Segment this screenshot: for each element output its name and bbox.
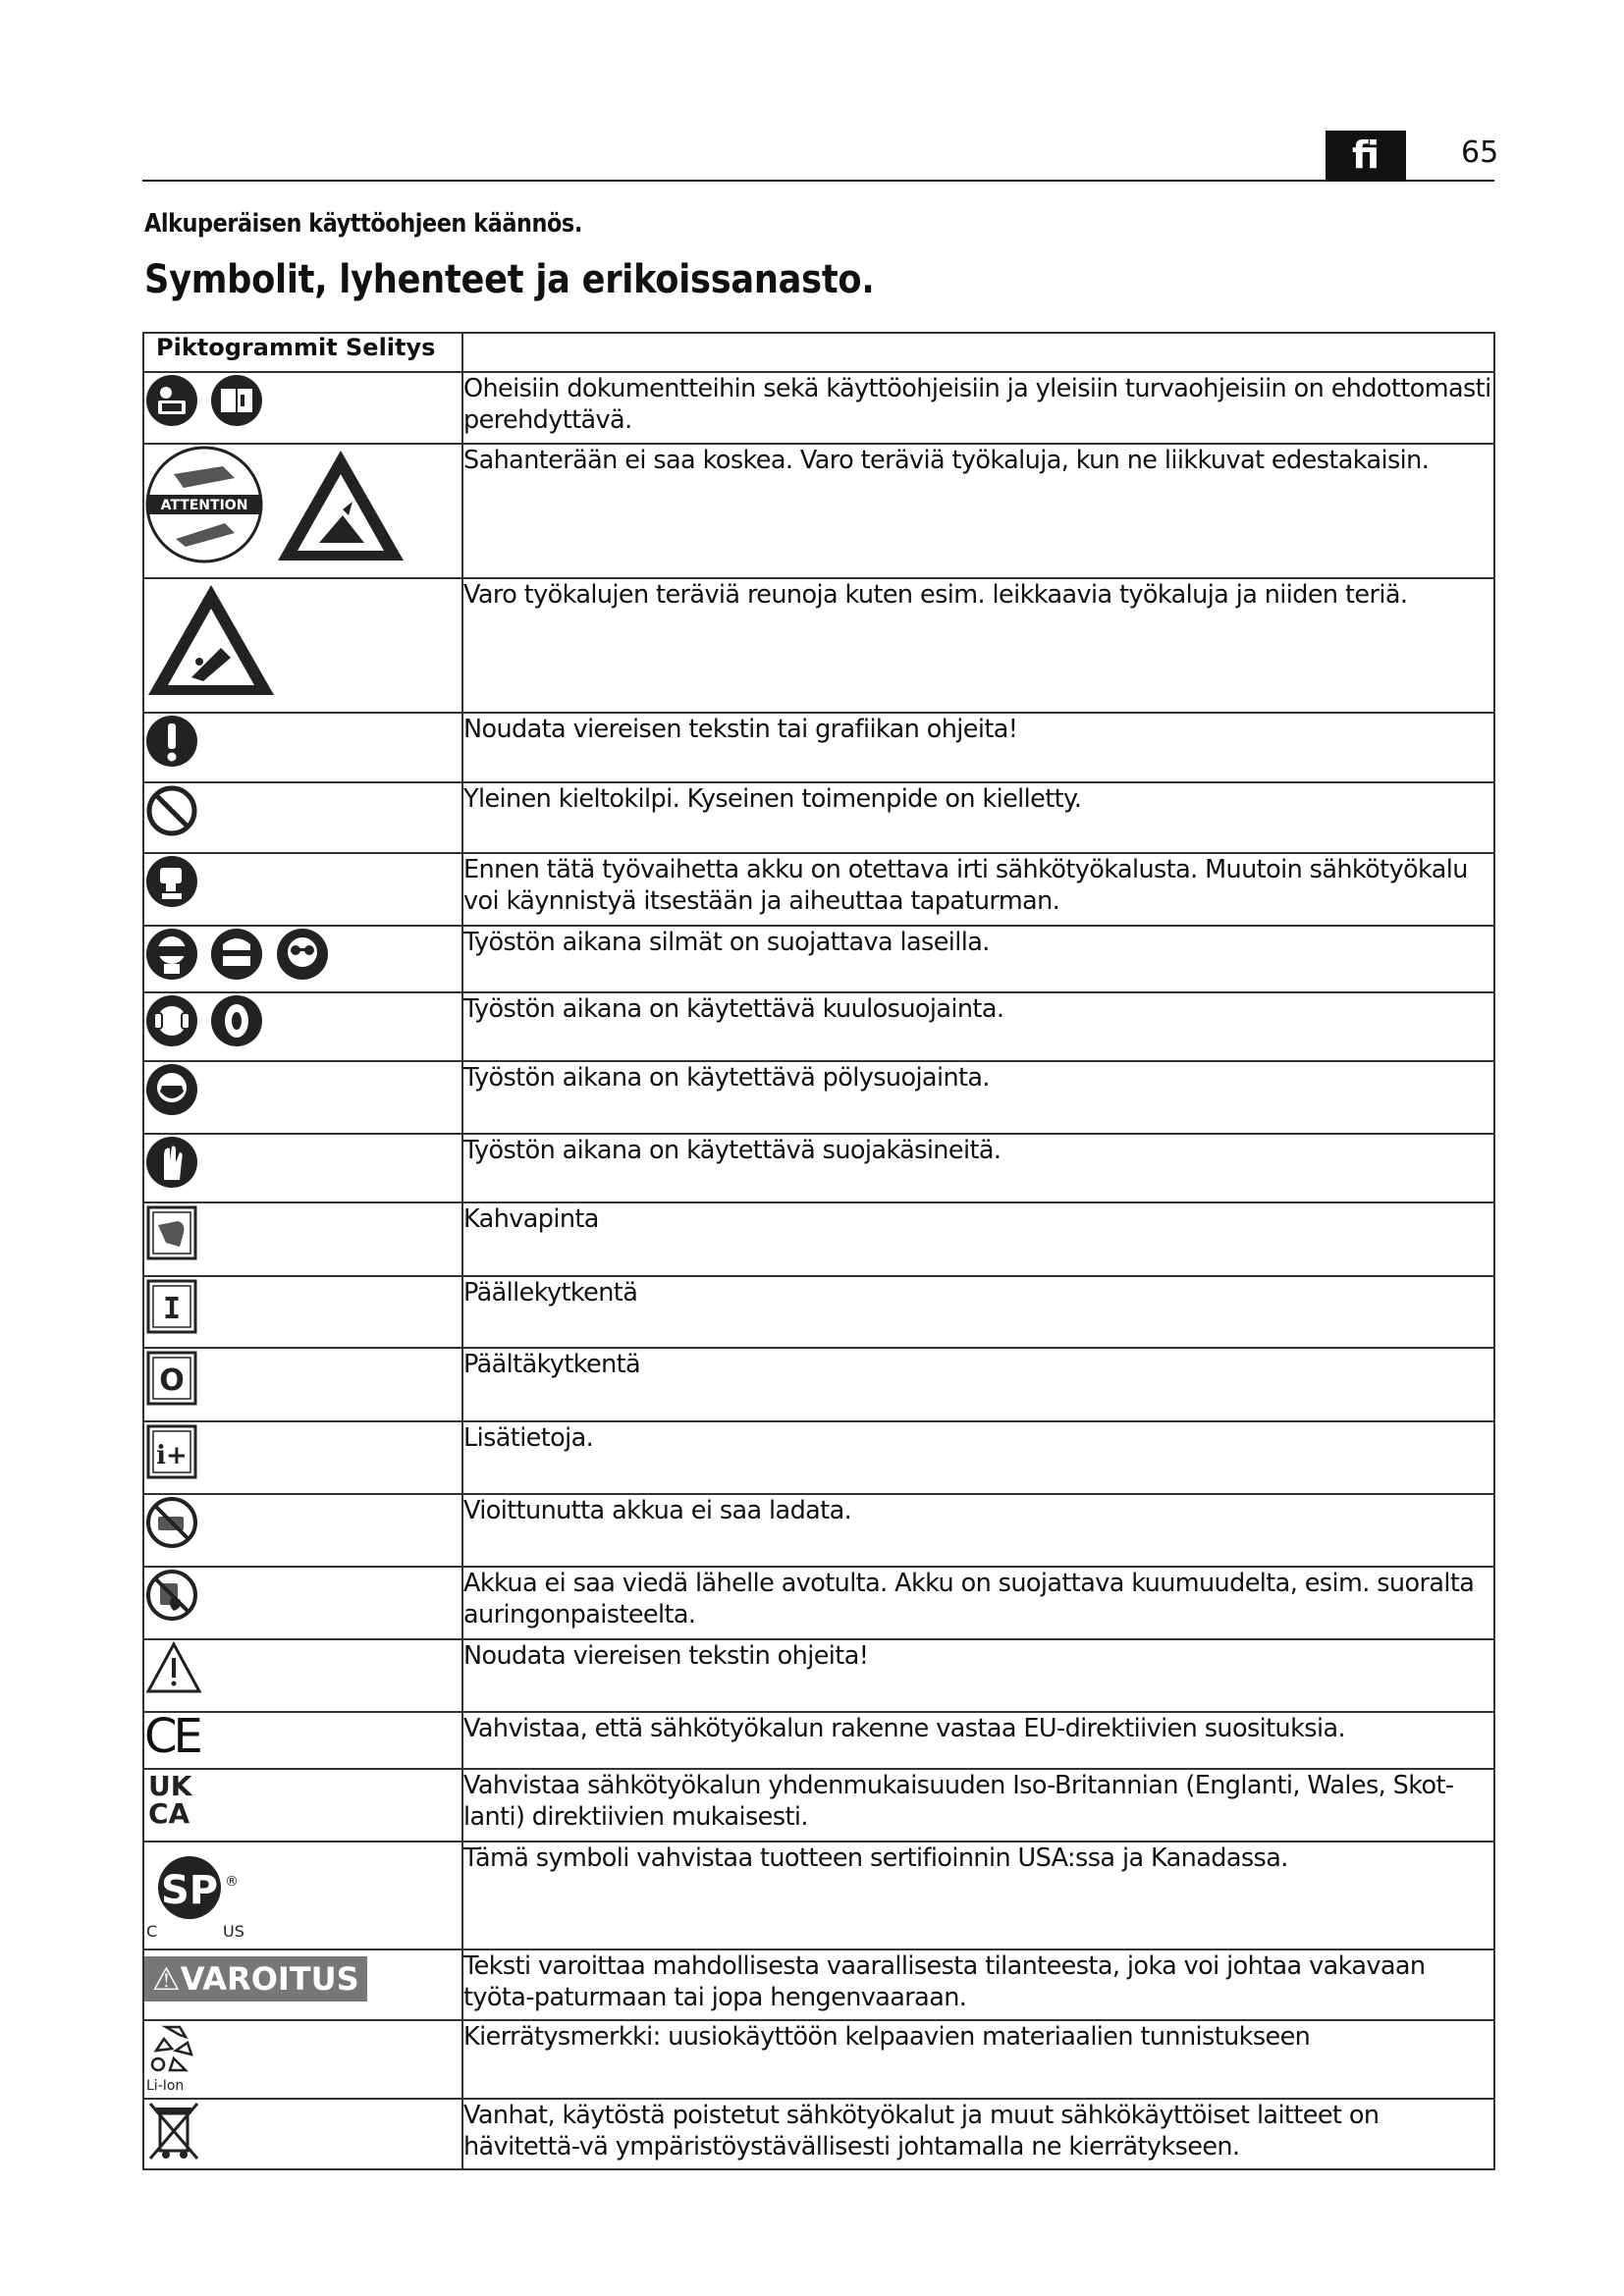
description-cell: Sahanterään ei saa koskea. Varo teräviä työkaluja, kun ne liikkuvat edestakaisin. bbox=[462, 444, 1494, 578]
description-cell: Kierrätysmerkki: uusiokäyttöön kelpaavien materiaalien tunnistukseen bbox=[462, 2020, 1494, 2099]
ear-muffs-icon bbox=[144, 993, 199, 1048]
description-cell: Oheisiin dokumentteihin sekä käyttöohjeisiin ja yleisiin turvaohjeisiin on ehdottomasti perehdyttävä. bbox=[462, 372, 1494, 444]
ukca-bottom-label: CA bbox=[148, 1797, 190, 1829]
csa-reg-label: ® bbox=[225, 1874, 239, 1890]
page-title: Symbolit, lyhenteet ja erikoissanasto. bbox=[144, 257, 875, 302]
pictogram-cell bbox=[143, 1639, 462, 1712]
table-row bbox=[143, 1567, 1494, 1639]
header-description bbox=[462, 333, 1494, 372]
description-cell: Työstön aikana on käytettävä kuulosuojainta. bbox=[462, 992, 1494, 1061]
description-cell: Vanhat, käytöstä poistetut sähkötyökalut ja muut sähkökäyttöiset laitteet on hävitettä-vä ympäristöystävällisesti johtamalla ne kierrätykseen. bbox=[462, 2099, 1494, 2169]
csa-mark-label: SP bbox=[160, 1868, 219, 1913]
pictogram-cell bbox=[143, 578, 462, 713]
page-subtitle: Alkuperäisen käyttöohjeen käännös. bbox=[144, 209, 582, 239]
exclamation-mandatory-icon bbox=[144, 714, 199, 769]
pictogram-cell bbox=[143, 2099, 462, 2169]
grip-surface-icon bbox=[144, 1203, 199, 1262]
csa-c-label: C bbox=[146, 1922, 158, 1941]
warning-triangle-icon bbox=[144, 1640, 203, 1695]
csa-us-label: US bbox=[223, 1922, 244, 1941]
info-label: i+ bbox=[156, 1441, 188, 1470]
description-cell: Akkua ei saa viedä lähelle avotulta. Akku on suojattava kuumuudelta, esim. suoralta auringonpaisteelta. bbox=[462, 1567, 1494, 1639]
pictogram-cell bbox=[143, 992, 462, 1061]
description-cell: Päältäkytkentä bbox=[462, 1348, 1494, 1421]
pictogram-cell bbox=[143, 1348, 462, 1421]
switch-off-icon bbox=[144, 1349, 199, 1408]
warning-triangle-icon: ⚠ bbox=[152, 1960, 181, 1998]
table-row bbox=[143, 1061, 1494, 1134]
pictogram-cell bbox=[143, 1202, 462, 1276]
pictogram-cell bbox=[143, 926, 462, 992]
recycling-li-ion-icon bbox=[144, 2021, 203, 2094]
dust-mask-icon bbox=[144, 1062, 199, 1117]
face-shield-icon bbox=[209, 927, 264, 982]
pictogram-cell bbox=[143, 1709, 462, 1769]
ear-protection-icon bbox=[209, 993, 264, 1048]
description-cell: Kahvapinta bbox=[462, 1202, 1494, 1276]
varoitus-warning-label: ⚠VAROITUS bbox=[144, 1956, 367, 2002]
description-cell: Päällekytkentä bbox=[462, 1276, 1494, 1348]
switch-on-label: I bbox=[162, 1292, 182, 1326]
pictogram-cell bbox=[143, 853, 462, 926]
pictogram-cell bbox=[143, 444, 462, 578]
ukca-top-label: UK bbox=[148, 1770, 192, 1802]
pictogram-cell bbox=[143, 1769, 462, 1842]
table-header-row bbox=[143, 333, 1494, 372]
description-cell: Lisätietoja. bbox=[462, 1421, 1494, 1494]
pictogram-cell bbox=[143, 713, 462, 782]
li-ion-label: Li-Ion bbox=[146, 2078, 185, 2094]
table-row bbox=[143, 1494, 1494, 1567]
table-row bbox=[143, 1769, 1494, 1842]
table-row bbox=[143, 713, 1494, 782]
description-cell: Ennen tätä työvaihetta akku on otettava irti sähkötyökalusta. Muutoin sähkötyökalu voi käynnistyä itsestään ja aiheuttaa tapaturman. bbox=[462, 853, 1494, 926]
gloves-icon bbox=[144, 1135, 199, 1190]
description-cell: Teksti varoittaa mahdollisesta vaarallisesta tilanteesta, joka voi johtaa vakavaan työta-paturmaan tai jopa hengenvaaraan. bbox=[462, 1949, 1494, 2020]
pictogram-cell bbox=[143, 1421, 462, 1494]
description-cell: Vioittunutta akkua ei saa ladata. bbox=[462, 1494, 1494, 1567]
pictogram-cell bbox=[143, 2020, 462, 2099]
pictogram-cell bbox=[143, 1949, 462, 2020]
pictogram-cell bbox=[143, 372, 462, 444]
language-badge: fi bbox=[1326, 131, 1406, 180]
table-row bbox=[143, 926, 1494, 992]
book-info-icon bbox=[209, 373, 264, 428]
no-charging-damaged-battery-icon bbox=[144, 1495, 199, 1550]
description-cell: Työstön aikana on käytettävä suojakäsineitä. bbox=[462, 1134, 1494, 1202]
ce-mark-icon: CE bbox=[144, 1709, 199, 1764]
description-cell: Noudata viereisen tekstin ohjeita! bbox=[462, 1639, 1494, 1712]
table-row bbox=[143, 444, 1494, 578]
ukca-mark-icon bbox=[144, 1770, 199, 1829]
table-row bbox=[143, 853, 1494, 926]
no-open-flame-icon bbox=[144, 1568, 199, 1623]
remove-battery-icon bbox=[144, 854, 199, 909]
table-row bbox=[143, 2099, 1494, 2169]
table-row bbox=[143, 1202, 1494, 1276]
pictogram-cell bbox=[143, 1567, 462, 1639]
table-row bbox=[143, 1842, 1494, 1949]
symbols-table bbox=[142, 332, 1495, 2170]
table-row bbox=[143, 992, 1494, 1061]
description-cell: Työstön aikana silmät on suojattava laseilla. bbox=[462, 926, 1494, 992]
info-plus-icon bbox=[144, 1422, 199, 1481]
table-row bbox=[143, 1639, 1494, 1712]
header-pictograms: Piktogrammit Selitys bbox=[143, 333, 462, 372]
table-row bbox=[143, 1134, 1494, 1202]
attention-label: ATTENTION bbox=[160, 498, 248, 513]
safety-glasses-icon bbox=[275, 927, 330, 982]
description-cell: Vahvistaa sähkötyökalun yhdenmukaisuuden Iso-Britannian (Englanti, Wales, Skot-lanti) direktiivien mukaisesti. bbox=[462, 1769, 1494, 1842]
pictogram-cell bbox=[143, 782, 462, 853]
description-cell: Noudata viereisen tekstin tai grafiikan ohjeita! bbox=[462, 713, 1494, 782]
table-row bbox=[143, 578, 1494, 713]
pictogram-cell bbox=[143, 1134, 462, 1202]
pictogram-cell bbox=[143, 1061, 462, 1134]
csa-certification-icon bbox=[144, 1842, 262, 1941]
page-number: 65 bbox=[1461, 135, 1499, 170]
description-cell: Työstön aikana on käytettävä pölysuojainta. bbox=[462, 1061, 1494, 1134]
table-row bbox=[143, 2020, 1494, 2099]
pictogram-cell bbox=[143, 1494, 462, 1567]
pictogram-cell bbox=[143, 1842, 462, 1949]
switch-on-icon bbox=[144, 1277, 199, 1336]
table-row bbox=[143, 1712, 1494, 1769]
description-cell: Tämä symboli vahvistaa tuotteen sertifioinnin USA:ssa ja Kanadassa. bbox=[462, 1842, 1494, 1949]
table-row bbox=[143, 1421, 1494, 1494]
read-manual-icon bbox=[144, 373, 199, 428]
crossed-out-bin-icon bbox=[144, 2100, 203, 2163]
cutting-hazard-warning-icon bbox=[274, 445, 407, 564]
pictogram-cell bbox=[143, 1276, 462, 1348]
header-rule bbox=[142, 180, 1494, 182]
table-row bbox=[143, 782, 1494, 853]
table-row bbox=[143, 372, 1494, 444]
table-row bbox=[143, 1276, 1494, 1348]
switch-off-label: O bbox=[159, 1363, 185, 1398]
description-cell: Yleinen kieltokilpi. Kyseinen toimenpide on kielletty. bbox=[462, 782, 1494, 853]
safety-goggles-icon bbox=[144, 927, 199, 982]
sharp-edges-warning-icon bbox=[144, 579, 278, 699]
description-cell: Vahvistaa, että sähkötyökalun rakenne vastaa EU-direktiivien suosituksia. bbox=[462, 1712, 1494, 1769]
table-row bbox=[143, 1348, 1494, 1421]
table-row bbox=[143, 1949, 1494, 2020]
description-cell: Varo työkalujen teräviä reunoja kuten esim. leikkaavia työkaluja ja niiden teriä. bbox=[462, 578, 1494, 713]
prohibition-icon bbox=[144, 783, 199, 838]
hand-blade-attention-icon bbox=[144, 445, 264, 564]
